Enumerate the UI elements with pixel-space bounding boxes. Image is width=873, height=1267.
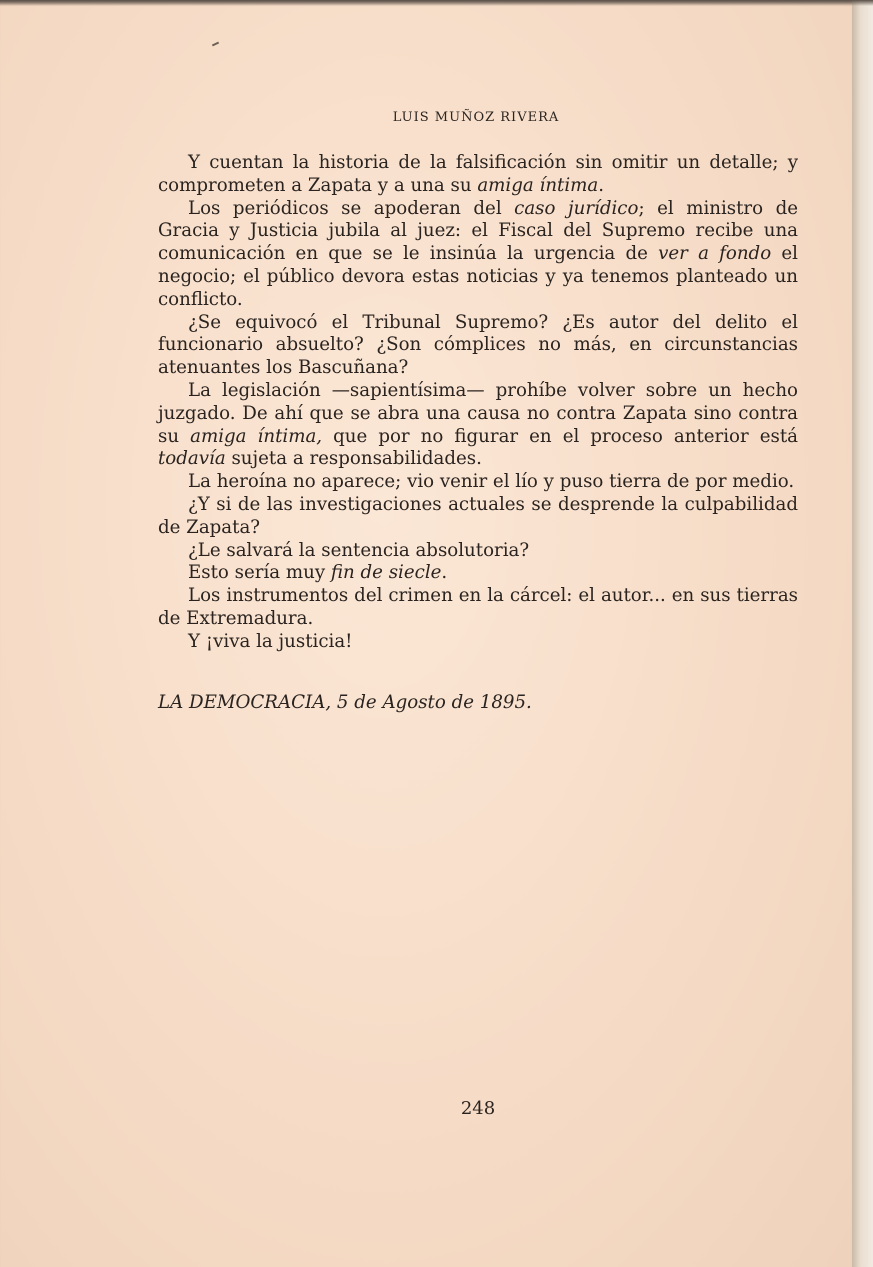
source-citation: LA DEMOCRACIA, 5 de Agosto de 1895. bbox=[158, 692, 532, 713]
paragraph: Los instrumentos del crimen en la cárcel: el autor... en sus tierras de Extremadura. bbox=[158, 585, 798, 629]
scan-top-shadow bbox=[0, 0, 873, 6]
paragraph: La heroína no aparece; vio venir el lío y puso tierra de por medio. bbox=[188, 471, 795, 493]
paragraph: ¿Se equivocó el Tribunal Supremo? ¿Es autor del delito el funcionario absuelto? ¿Son cómplices no más, en circunstancias atenuantes los Bascuñana? bbox=[158, 311, 798, 379]
running-header: LUIS MUÑOZ RIVERA bbox=[392, 110, 560, 125]
paragraph: Los periódicos se apoderan del caso jurídico; el ministro de Gracia y Justicia jubila al juez: el Fiscal del Supremo recibe una comunicación en que se le insinúa la urgencia de ver a fondo el negocio; el público devora estas noticias y ya tenemos planteado un conflicto. bbox=[158, 197, 798, 310]
paragraph: ¿Le salvará la sentencia absolutoria? bbox=[188, 539, 530, 561]
page-number: 248 bbox=[460, 1098, 496, 1119]
paragraph: Y ¡viva la justicia! bbox=[188, 630, 353, 652]
paragraph: Esto sería muy fin de siecle. bbox=[188, 562, 448, 584]
page-edge bbox=[852, 0, 873, 1267]
paragraph: Y cuentan la historia de la falsificación sin omitir un detalle; y comprometen a Zapata y a una su amiga íntima. bbox=[158, 152, 798, 196]
paragraph: La legislación —sapientísima— prohíbe volver sobre un hecho juzgado. De ahí que se abra una causa no contra Zapata sino contra su amiga íntima, que por no figurar en el proceso anterior está todavía sujeta a responsabilidades. bbox=[158, 379, 798, 470]
body-text bbox=[158, 152, 798, 654]
paragraph: ¿Y si de las investigaciones actuales se desprende la culpabilidad de Zapata? bbox=[158, 493, 798, 538]
